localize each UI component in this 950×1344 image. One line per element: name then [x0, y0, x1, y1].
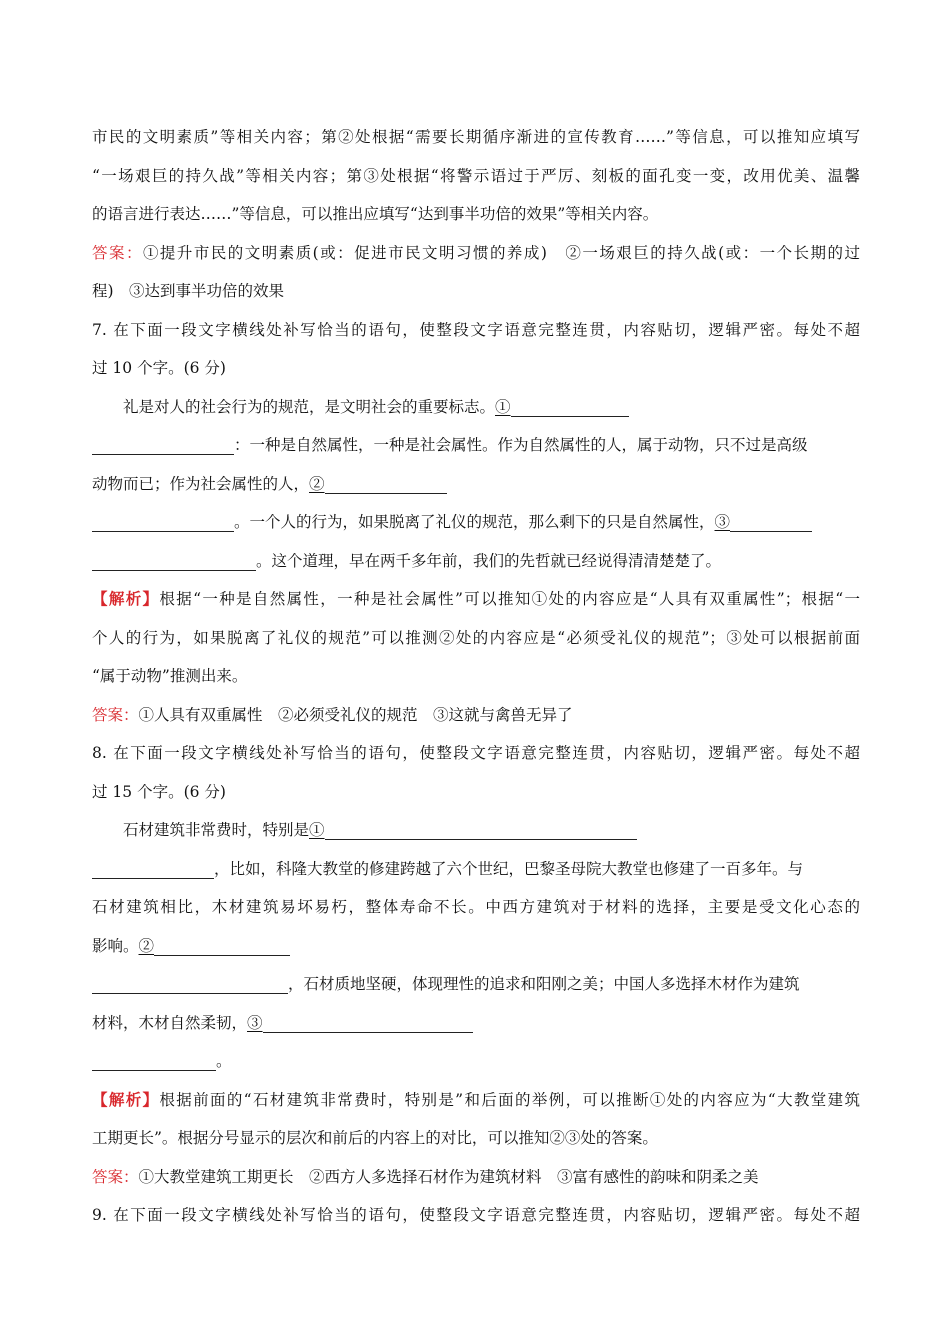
q7-para-text: 动物而已；作为社会属性的人， [92, 474, 310, 493]
q7-blank-3-cont[interactable] [92, 548, 256, 571]
q7-answer-label: 答案： [92, 705, 139, 724]
q8-answer-label: 答案： [92, 1167, 139, 1186]
q7-para-text: ：一种是自然属性，一种是社会属性。作为自然属性的人，属于动物，只不过是高级 [234, 436, 808, 454]
q8-blank-3-marker: ③ [247, 1013, 263, 1032]
q7-blank-1-cont[interactable] [92, 432, 234, 455]
q7-blank-2[interactable] [325, 471, 447, 494]
q8-stem-line-2: 过 15 个字。(6 分) [92, 782, 226, 801]
q8-blank-2[interactable] [154, 933, 290, 956]
q7-para-text: 。这个道理，早在两千多年前，我们的先哲就已经说得清清楚楚了。 [256, 551, 722, 570]
q7-para-line-5 [92, 542, 860, 581]
q7-para-line-3 [92, 465, 860, 504]
q7-blank-2-cont[interactable] [92, 509, 234, 532]
q6-answer-line-1 [92, 234, 860, 273]
q7-blank-1-marker: ① [495, 397, 511, 416]
q8-blank-1[interactable] [325, 817, 637, 840]
q8-analysis-label: 【解析】 [92, 1089, 160, 1109]
q6-answer-label: 答案： [92, 243, 143, 262]
q8-blank-2-marker: ② [138, 936, 155, 955]
q8-analysis-text: 根据前面的“石材建筑非常费时，特别是”和后面的举例，可以推断①处的内容应为“大教堂建筑 [159, 1090, 860, 1109]
q7-stem-line-1: 7. 在下面一段文字横线处补写恰当的语句，使整段文字语意完整连贯，内容贴切，逻辑严密。每处不超 [92, 320, 860, 339]
q6-analysis-line-2: “一场艰巨的持久战”等相关内容；第③处根据“将警示语过于严厉、刻板的面孔变一变，改用优美、温馨 [92, 166, 860, 185]
q8-blank-2-cont[interactable] [92, 971, 288, 994]
q7-para-line-4 [92, 503, 860, 542]
document-page [92, 118, 860, 1235]
q8-para-text: 材料，木材自然柔韧， [92, 1013, 248, 1032]
q7-para-line-2 [92, 426, 860, 465]
q6-answer-line-2: 程) ③达到事半功倍的效果 [92, 282, 285, 300]
q7-blank-1[interactable] [511, 394, 629, 417]
q7-analysis-text: 根据“一种是自然属性，一种是社会属性”可以推知①处的内容应是“人具有双重属性”；根据“一 [159, 590, 860, 608]
q8-para-text: 石材建筑非常费时，特别是 [123, 821, 310, 839]
q7-para-line-1 [92, 388, 860, 427]
q8-para-line-3: 石材建筑相比，木材建筑易坏易朽，整体寿命不长。中西方建筑对于材料的选择，主要是受文化心态的 [92, 898, 860, 916]
q8-blank-1-cont[interactable] [92, 856, 214, 879]
q8-para-line-2 [92, 850, 860, 889]
q8-para-line-7 [92, 1042, 860, 1081]
q8-para-text: ，石材质地坚硬，体现理性的追求和阳刚之美；中国人多选择木材作为建筑 [288, 975, 800, 993]
q8-blank-1-marker: ① [309, 821, 325, 839]
q6-answer-text: ①提升市民的文明素质(或：促进市民文明习惯的养成) ②一场艰巨的持久战(或：一个长期的过 [142, 243, 860, 262]
q8-para-text: ，比如，科隆大教堂的修建跨越了六个世纪，巴黎圣母院大教堂也修建了一百多年。与 [214, 859, 804, 878]
q8-blank-3[interactable] [263, 1010, 473, 1033]
q8-stem-line-1: 8. 在下面一段文字横线处补写恰当的语句，使整段文字语意完整连贯，内容贴切，逻辑严密。每处不超 [92, 744, 860, 762]
q8-answer-line [92, 1158, 860, 1197]
q7-analysis-label: 【解析】 [92, 589, 160, 608]
q8-para-line-5 [92, 965, 860, 1004]
q8-para-line-1 [92, 811, 860, 850]
q8-answer-text: ①大教堂建筑工期更长 ②西方人多选择石材作为建筑材料 ③富有感性的韵味和阴柔之美 [138, 1167, 759, 1186]
q7-analysis-line-3: “属于动物”推测出来。 [92, 667, 248, 685]
q8-para-line-4 [92, 927, 860, 966]
q9-stem-line-1: 9. 在下面一段文字横线处补写恰当的语句，使整段文字语意完整连贯，内容贴切，逻辑严密。每处不超 [92, 1206, 860, 1224]
q7-stem-line-2: 过 10 个字。(6 分) [92, 359, 226, 377]
q8-para-text: 影响。 [92, 936, 139, 955]
q6-analysis-line-1: 市民的文明素质”等相关内容；第②处根据“需要长期循序渐进的宣传教育……”等信息，可以推知应填写 [92, 128, 860, 146]
q7-blank-3[interactable] [730, 509, 812, 532]
q8-para-line-6 [92, 1004, 860, 1043]
q7-para-text: 。一个人的行为，如果脱离了礼仪的规范，那么剩下的只是自然属性， [234, 513, 715, 531]
q7-blank-3-marker: ③ [714, 513, 731, 531]
q7-answer-line [92, 696, 860, 735]
q7-answer-text: ①人具有双重属性 ②必须受礼仪的规范 ③这就与禽兽无异了 [138, 705, 573, 724]
q7-para-text: 礼是对人的社会行为的规范，是文明社会的重要标志。 [123, 397, 496, 416]
q7-analysis-line-1 [92, 580, 860, 619]
q8-analysis-line-2: 工期更长”。根据分号显示的层次和前后的内容上的对比，可以推知②③处的答案。 [92, 1129, 658, 1147]
q6-analysis-line-3: 的语言进行表达……”等信息，可以推出应填写“达到事半功倍的效果”等相关内容。 [92, 205, 659, 223]
q8-blank-3-cont[interactable] [92, 1048, 216, 1071]
q8-para-text: 。 [216, 1052, 232, 1070]
q7-blank-2-marker: ② [309, 474, 325, 493]
q7-analysis-line-2: 个人的行为，如果脱离了礼仪的规范”可以推测②处的内容应是“必须受礼仪的规范”；③处可以根据前面 [92, 628, 860, 647]
q8-analysis-line-1 [92, 1081, 860, 1120]
